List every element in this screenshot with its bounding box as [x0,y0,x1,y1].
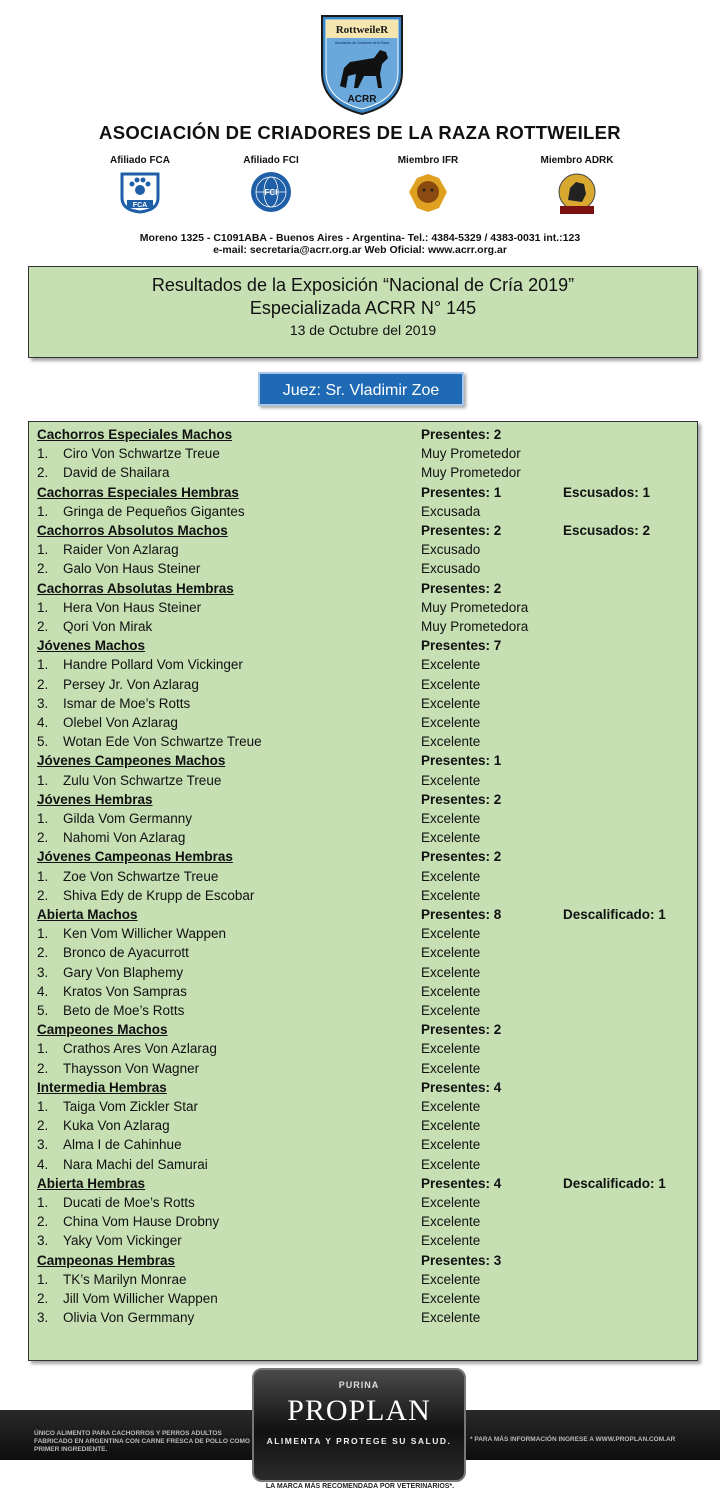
placement-number: 2. [37,561,49,577]
dog-name: Beto de Moe’s Rotts [63,1003,185,1018]
dog-rating: Excelente [421,1214,481,1230]
placement-number: 2. [37,830,49,846]
category-header-row [29,1176,697,1195]
dog-rating: Excusada [421,503,481,519]
affiliation-label: Miembro ADRK [540,155,614,166]
result-row [29,869,697,888]
placement-number: 1. [37,599,49,615]
dog-name: Kuka Von Azlarag [63,1118,170,1134]
results-table [28,421,698,1361]
dog-rating: Excelente [421,1271,481,1287]
placement-number: 1. [37,542,49,558]
result-row [29,888,697,907]
category-present-count: Presentes: 2 [421,523,502,538]
placement-number: 4. [37,983,49,999]
placement-number: 4. [37,1156,49,1172]
result-row [29,619,697,638]
dog-name: Hera Von Haus Steiner [63,599,202,615]
dog-entry [37,446,220,461]
dog-rating: Excusado [421,542,481,558]
dog-rating: Muy Prometedor [421,446,521,462]
dog-name: Nara Machi del Samurai [63,1156,208,1172]
affiliation-fci [206,155,336,214]
placement-number: 1. [37,1271,49,1287]
dog-name: Shiva Edy de Krupp de Escobar [63,887,255,903]
proplan-logo [252,1368,466,1482]
fci-badge-text: FCI [264,188,278,197]
result-row [29,446,697,465]
dog-name: Raider Von Azlarag [63,542,179,558]
dog-rating: Excelente [421,945,481,961]
fci-logo-icon [249,170,293,214]
category-name: Campeones Machos [37,1022,168,1038]
dog-entry [37,619,152,634]
category-name: Cachorras Especiales Hembras [37,484,239,500]
dog-rating: Excelente [421,1118,481,1134]
dog-name: Zoe Von Schwartze Treue [63,868,219,884]
dog-entry [37,1099,198,1114]
placement-number: 1. [37,868,49,884]
category-name: Cachorras Absolutas Hembras [37,580,234,596]
dog-entry [37,465,170,480]
category-present-count: Presentes: 4 [421,1079,502,1095]
affiliation-fca [75,155,205,214]
dog-rating: Excelente [421,1099,481,1114]
dog-rating: Excelente [421,1233,481,1249]
result-row [29,965,697,984]
placement-number: 2. [37,945,49,961]
result-row [29,1272,697,1291]
result-row [29,926,697,945]
dog-rating: Excelente [421,695,481,711]
category-name: Jóvenes Campeonas Hembras [37,849,233,865]
result-row [29,1157,697,1176]
result-row [29,830,697,849]
category-header-row [29,523,697,542]
placement-number: 4. [37,715,49,730]
dog-rating: Excelente [421,1195,481,1210]
placement-number: 1. [37,926,49,942]
result-row [29,561,697,580]
category-header-row [29,1022,697,1041]
logo-top-text: RottweileR [335,24,389,36]
dog-rating: Excelente [421,926,481,942]
category-name: Jóvenes Hembras [37,791,153,807]
category-name: Campeonas Hembras [37,1252,176,1268]
dog-entry [37,926,226,941]
dog-rating: Excelente [421,1041,481,1057]
dog-entry [37,965,183,980]
dog-rating: Muy Prometedora [421,599,529,615]
result-row [29,734,697,753]
affiliation-label: Afiliado FCA [110,155,170,166]
logo-small-text: Asociación de Criadores de la Raza [335,41,389,45]
dog-rating: Excelente [421,830,481,846]
dog-name: Handre Pollard Vom Vickinger [63,657,243,673]
placement-number: 3. [37,964,49,980]
dog-name: Olivia Von Germmany [63,1310,195,1326]
result-row [29,1061,697,1080]
result-row [29,811,697,830]
placement-number: 1. [37,503,49,519]
dog-rating: Excelente [421,1310,481,1326]
dog-entry [37,1195,195,1210]
dog-rating: Excelente [421,715,481,730]
category-header-row [29,485,697,504]
placement-number: 1. [37,657,49,673]
dog-name: Zulu Von Schwartze Treue [63,772,222,788]
dog-rating: Excelente [421,887,481,903]
dog-rating: Excelente [421,657,481,673]
placement-number: 1. [37,446,49,462]
placement-number: 1. [37,811,49,826]
dog-rating: Muy Prometedor [421,465,521,481]
dog-entry [37,1233,182,1248]
result-row [29,1214,697,1233]
judge-label: Juez: Sr. Vladimir Zoe [258,372,464,406]
placement-number: 5. [37,1003,49,1018]
result-row [29,600,697,619]
dog-entry [37,1272,187,1287]
dog-entry [37,984,187,999]
banner-right-text: * PARA MÁS INFORMACIÓN INGRESE A WWW.PROPLAN.COM.AR [470,1436,676,1443]
dog-name: Ismar de Moe’s Rotts [63,695,191,711]
dog-rating: Excusado [421,561,481,577]
dog-name: Kratos Von Sampras [63,983,187,999]
result-row [29,1118,697,1137]
affiliation-ifr [363,155,493,214]
dog-name: David de Shailara [63,465,170,481]
affiliation-label: Miembro IFR [397,155,459,166]
result-row [29,984,697,1003]
fca-logo-icon [118,170,162,214]
result-row [29,1041,697,1060]
dog-name: Jill Vom Willicher Wappen [63,1291,218,1306]
placement-number: 2. [37,887,49,903]
category-present-count: Presentes: 2 [421,1022,502,1038]
category-header-row [29,581,697,600]
result-row [29,1233,697,1252]
dog-entry [37,811,192,826]
result-row [29,504,697,523]
dog-rating: Excelente [421,1156,481,1172]
dog-rating: Excelente [421,964,481,980]
dog-name: Ciro Von Schwartze Treue [63,446,220,462]
placement-number: 2. [37,1060,49,1076]
category-extra-count: Descalificado: 1 [563,1175,666,1191]
category-header-row [29,792,697,811]
result-row [29,696,697,715]
dog-entry [37,869,218,884]
dog-entry [37,1003,184,1018]
dog-entry [37,1041,217,1056]
adrk-logo-icon [552,170,602,218]
category-header-row [29,1080,697,1099]
exhibition-date: 13 de Octubre del 2019 [289,322,437,338]
result-row [29,945,697,964]
category-extra-count: Escusados: 2 [563,523,651,538]
category-name: Abierta Hembras [37,1175,146,1191]
dog-entry [37,1157,208,1172]
category-present-count: Presentes: 7 [421,638,502,654]
proplan-banner [0,1366,720,1495]
result-row [29,1003,697,1022]
category-header-row [29,753,697,772]
placement-number: 1. [37,1041,49,1057]
exhibition-subtitle: Especializada ACRR N° 145 [249,298,477,318]
placement-number: 2. [37,1291,49,1306]
category-name: Intermedia Hembras [37,1079,167,1095]
placement-number: 5. [37,734,49,750]
dog-name: Thaysson Von Wagner [63,1060,200,1076]
dog-entry [37,945,189,960]
result-row [29,1195,697,1214]
dog-rating: Excelente [421,772,481,788]
dog-name: China Vom Hause Drobny [63,1214,220,1230]
dog-name: Galo Von Haus Steiner [63,561,201,577]
dog-rating: Excelente [421,868,481,884]
placement-number: 1. [37,772,49,788]
dog-name: Wotan Ede Von Schwartze Treue [63,734,262,750]
dog-entry [37,1291,218,1306]
category-header-row [29,638,697,657]
dog-name: Nahomi Von Azlarag [63,830,186,846]
category-present-count: Presentes: 4 [421,1175,502,1191]
dog-entry [37,830,185,845]
dog-name: Crathos Ares Von Azlarag [63,1041,217,1057]
dog-entry [37,1137,182,1152]
dog-name: Bronco de Ayacurrott [63,945,189,961]
category-header-row [29,427,697,446]
dog-rating: Excelente [421,983,481,999]
category-present-count: Presentes: 3 [421,1252,502,1268]
dog-entry [37,773,221,788]
dog-entry [37,1061,199,1076]
exhibition-title: Resultados de la Exposición “Nacional de Cría 2019” [151,275,575,295]
dog-rating: Excelente [421,734,481,750]
dog-name: Taiga Vom Zickler Star [63,1099,199,1114]
dog-name: Ken Vom Willicher Wappen [63,926,227,942]
category-name: Cachorros Absolutos Machos [37,523,228,538]
dog-entry [37,504,245,519]
contact-line: e-mail: secretaria@acrr.org.ar Web Oficial: www.acrr.org.ar [213,244,507,256]
placement-number: 1. [37,1099,49,1114]
dog-name: Alma I de Cahinhue [63,1137,182,1153]
dog-name: TK’s Marilyn Monrae [63,1271,187,1287]
category-extra-count: Descalificado: 1 [563,907,666,922]
address-line: Moreno 1325 - C1091ABA - Buenos Aires - Argentina- Tel.: 4384-5329 / 4383-0031 int.:123 [139,232,581,244]
purina-label: PURINA [338,1380,380,1390]
placement-number: 2. [37,1214,49,1230]
category-extra-count: Escusados: 1 [563,484,651,500]
category-header-row [29,1253,697,1272]
dog-entry [37,1118,170,1133]
placement-number: 3. [37,695,49,711]
dog-entry [37,657,243,672]
dog-rating: Excelente [421,1291,481,1306]
dog-name: Yaky Vom Vickinger [63,1233,182,1249]
result-row [29,677,697,696]
dog-rating: Excelente [421,1060,481,1076]
fca-badge-text: FCA [132,202,148,209]
result-row [29,715,697,734]
dog-entry [37,542,179,557]
category-present-count: Presentes: 2 [421,791,502,807]
category-name: Jóvenes Machos [37,638,146,654]
ifr-logo-icon [403,170,453,214]
dog-name: Gilda Vom Germanny [63,811,193,826]
org-title: ASOCIACIÓN DE CRIADORES DE LA RAZA ROTTWEILER [99,122,621,143]
affiliation-adrk [512,155,642,218]
category-header-row [29,907,697,926]
dog-entry [37,715,178,730]
category-present-count: Presentes: 8 [421,907,502,922]
result-row [29,1137,697,1156]
dog-rating: Muy Prometedora [421,619,529,634]
dog-entry [37,1214,219,1229]
proplan-tagline: ALIMENTA Y PROTEGE SU SALUD. [266,1436,452,1446]
placement-number: 1. [37,1195,49,1210]
dog-entry [37,696,190,711]
result-row [29,1291,697,1310]
placement-number: 2. [37,465,49,481]
dog-name: Gary Von Blaphemy [63,964,184,980]
result-row [29,465,697,484]
dog-name: Olebel Von Azlarag [63,715,178,730]
category-name: Abierta Machos [37,907,138,922]
banner-left-text: ÚNICO ALIMENTO PARA CACHORROS Y PERROS ADULTOS FABRICADO EN ARGENTINA CON CARNE FRESCA DE POLLO COMO PRIMER INGREDIENTE. [34,1430,250,1453]
category-present-count: Presentes: 2 [421,849,502,865]
dog-entry [37,600,201,615]
result-row [29,773,697,792]
dog-rating: Excelente [421,676,481,692]
dog-rating: Excelente [421,811,481,826]
dog-entry [37,888,254,903]
placement-number: 2. [37,676,49,692]
dog-name: Gringa de Pequeños Gigantes [63,503,245,519]
placement-number: 3. [37,1233,49,1249]
dog-rating: Excelente [421,1003,481,1018]
acrr-logo [318,12,406,116]
placement-number: 2. [37,619,49,634]
dog-name: Ducati de Moe’s Rotts [63,1195,195,1210]
placement-number: 2. [37,1118,49,1134]
category-present-count: Presentes: 2 [421,580,502,596]
result-row [29,657,697,676]
category-present-count: Presentes: 2 [421,427,502,442]
result-row [29,1310,697,1329]
affiliation-label: Afiliado FCI [243,155,299,166]
category-present-count: Presentes: 1 [421,484,502,500]
dog-entry [37,677,199,692]
logo-bottom-text: ACRR [347,94,377,105]
category-name: Cachorros Especiales Machos [37,427,233,442]
placement-number: 3. [37,1137,49,1153]
result-row [29,1099,697,1118]
dog-entry [37,734,262,749]
dog-entry [37,561,200,576]
banner-bottom-text: LA MARCA MÁS RECOMENDADA POR VETERINARIOS*. [265,1483,455,1490]
result-row [29,542,697,561]
exhibition-title-box [28,266,698,358]
dog-rating: Excelente [421,1137,481,1153]
category-name: Jóvenes Campeones Machos [37,753,226,769]
category-present-count: Presentes: 1 [421,753,502,769]
placement-number: 3. [37,1310,49,1326]
dog-entry [37,1310,194,1325]
dog-name: Persey Jr. Von Azlarag [63,676,199,692]
dog-name: Qori Von Mirak [63,619,153,634]
category-header-row [29,849,697,868]
proplan-name: PROPLAN [287,1394,431,1427]
